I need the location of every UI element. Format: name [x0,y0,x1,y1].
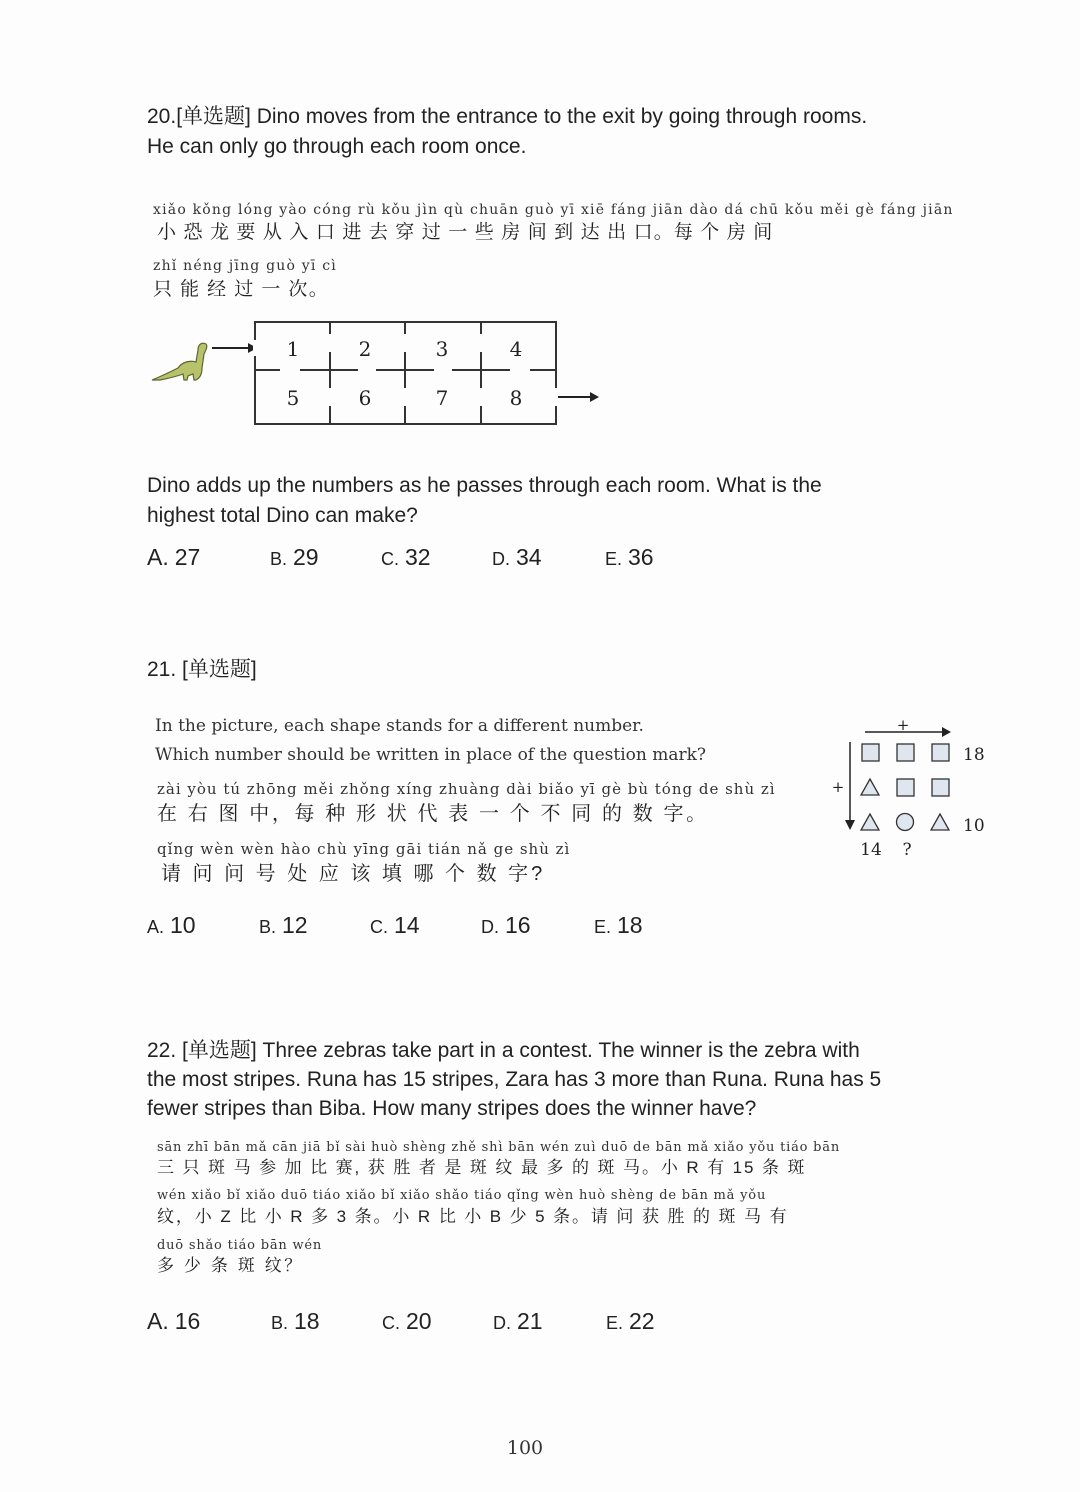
row-sum: 18 [963,745,985,765]
triangle-icon [861,779,879,795]
option-letter: A. [147,917,165,937]
option-value: 16 [505,912,531,938]
option-letter: E. [606,1313,624,1333]
q22-text-line1: 22. [单选题] Three zebras take part in a contest. The winner is the zebra with [147,1039,860,1062]
right-arrow-icon [942,727,951,737]
exit-arrow-icon [558,392,599,402]
option-value: 27 [174,544,201,570]
q20-pinyin-line1: xiǎo kǒng lóng yào cóng rù kǒu jìn qù chuān guò yī xiē fáng jiān dào dá chū kǒu měi gè fáng jiān [153,202,954,218]
option-letter: B. [271,1313,289,1333]
option-value: 14 [394,912,420,938]
option-a[interactable] [147,1308,200,1335]
option-letter: E. [605,549,623,569]
square-icon [897,744,914,761]
option-value: 21 [517,1308,543,1334]
q21-pinyin-line2: qǐng wèn wèn hào chù yīng gāi tián nǎ ge shù zì [157,840,571,858]
option-a[interactable] [147,912,196,939]
column-sum-question: ? [902,840,912,860]
q21-chinese-line2: 请 问 问 号 处 应 该 填 哪 个 数 字? [161,863,546,885]
option-letter: D. [493,1313,511,1333]
column-sum: 14 [860,840,882,860]
down-arrow-icon [845,820,855,830]
option-d[interactable] [493,1308,543,1335]
option-e[interactable] [605,544,654,571]
option-value: 16 [174,1308,201,1334]
option-letter: D. [481,917,499,937]
square-icon [932,744,949,761]
q22-chinese-line3: 多 少 条 斑 纹？ [157,1256,304,1275]
room-label: 2 [358,337,372,361]
option-value: 20 [406,1308,432,1334]
q22-pinyin-line2: wén xiǎo bǐ xiǎo duō tiáo xiǎo bǐ xiǎo shǎo tiáo qǐng wèn huò shèng de bān mǎ yǒu [157,1188,767,1203]
q22-text-line3: fewer stripes than Biba. How many stripes does the winner have? [147,1097,757,1120]
q20-text-line1: 20.[单选题] Dino moves from the entrance to the exit by going through rooms. [147,105,868,128]
q21-english-line1: In the picture, each shape stands for a different number. [155,716,644,736]
option-letter: A. [147,544,169,570]
q21-english-line2: Which number should be written in place of the question mark? [155,745,707,765]
q21-shape-grid [830,712,1000,862]
option-c[interactable] [370,912,420,939]
square-icon [897,779,914,796]
q22-chinese-line1: 三 只 斑 马 参 加 比 赛, 获 胜 者 是 斑 纹 最 多 的 斑 马。小 R 有 15 条 斑 [157,1158,807,1177]
option-letter: C. [382,1313,400,1333]
circle-icon [897,814,914,831]
option-value: 10 [170,912,196,938]
page-number: 100 [506,1437,544,1459]
triangle-icon [861,814,879,830]
option-letter: C. [381,549,399,569]
option-letter: B. [270,549,288,569]
room-label: 3 [435,337,449,361]
q20-chinese-line2: 只 能 经 过 一 次。 [153,279,330,300]
q22-text-line2: the most stripes. Runa has 15 stripes, Zara has 3 more than Runa. Runa has 5 [147,1068,882,1091]
q20-followup-line1: Dino adds up the numbers as he passes through each room. What is the [147,474,822,497]
q20-chinese-line1: 小 恐 龙 要 从 入 口 进 去 穿 过 一 些 房 间 到 达 出 口。每 个 房 间 [157,222,774,243]
option-letter: D. [492,549,510,569]
option-letter: E. [594,917,612,937]
q22-pinyin-line3: duō shǎo tiáo bān wén [157,1238,323,1253]
room-label: 8 [509,386,523,410]
q22-chinese-line2: 纹，小 Z 比 小 R 多 3 条。小 R 比 小 B 少 5 条。请 问 获 胜 的 斑 马 有 [157,1207,789,1226]
option-d[interactable] [481,912,531,939]
room-label: 6 [358,386,372,410]
option-c[interactable] [382,1308,432,1335]
option-b[interactable] [259,912,308,939]
row-sum: 10 [963,816,985,836]
q20-followup-line2: highest total Dino can make? [147,504,418,527]
option-letter: C. [370,917,388,937]
plus-sign: + [831,778,845,796]
option-value: 18 [294,1308,320,1334]
option-e[interactable] [594,912,643,939]
entrance-arrow-icon [212,343,257,353]
room-label: 5 [286,386,300,410]
option-e[interactable] [606,1308,655,1335]
q21-header: 21. [单选题] [147,658,257,681]
option-value: 32 [405,544,431,570]
room-label: 7 [435,386,449,410]
option-value: 34 [516,544,542,570]
q20-pinyin-line2: zhǐ néng jīng guò yī cì [153,258,337,274]
q20-text-line2: He can only go through each room once. [147,135,527,158]
option-value: 29 [293,544,319,570]
room-label: 1 [286,337,300,361]
q20-room-maze [140,310,620,435]
option-value: 22 [629,1308,655,1334]
triangle-icon [931,814,949,830]
square-icon [862,744,879,761]
option-value: 12 [282,912,308,938]
option-d[interactable] [492,544,542,571]
room-label: 4 [509,337,523,361]
option-value: 36 [628,544,654,570]
option-letter: A. [147,1308,169,1334]
option-letter: B. [259,917,277,937]
q22-pinyin-line1: sān zhī bān mǎ cān jiā bǐ sài huò shèng zhě shì bān wén zuì duō de bān mǎ xiǎo yǒu tiáo bān [157,1140,841,1155]
option-c[interactable] [381,544,431,571]
dinosaur-icon [152,343,207,380]
option-b[interactable] [271,1308,320,1335]
q21-chinese-line1: 在 右 图 中，每 种 形 状 代 表 一 个 不 同 的 数 字。 [157,803,709,825]
plus-sign: + [896,716,910,734]
option-b[interactable] [270,544,319,571]
q21-pinyin-line1: zài yòu tú zhōng měi zhǒng xíng zhuàng dài biǎo yī gè bù tóng de shù zì [157,780,776,798]
option-a[interactable] [147,544,200,571]
option-value: 18 [617,912,643,938]
square-icon [932,779,949,796]
